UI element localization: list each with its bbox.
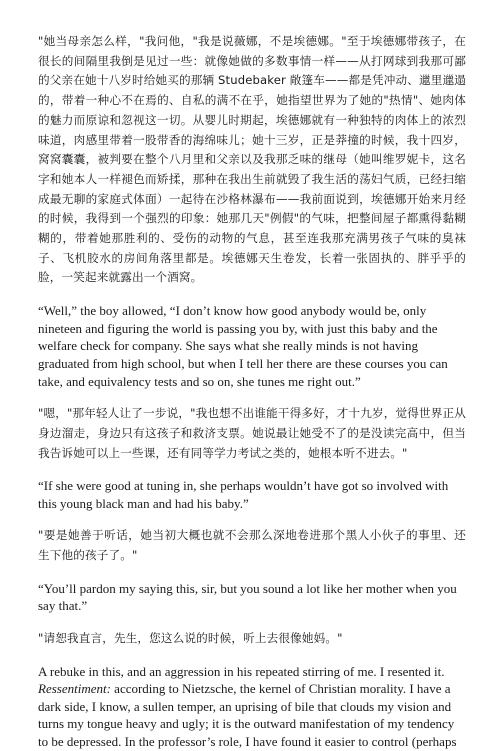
paragraph-zh-1: "她当母亲怎么样，"我问他，"我是说薇娜，不是埃德娜。"至于埃德娜带孩子，在很长的间隔里我倒是见过一些：就像她做的多数事情一样——从打网球到我那可鄙的父亲在她十八岁时给她买的那辆 Studebaker 敞篷车——都是凭冲动、邋里邋遢的，带着一种心不在焉的、自私的满不在乎，她指望世界为了她的"热情"、她肉体的魅力而原谅和忽视这一切。从婴儿时期起，埃德娜就有一种独特的肉体上的浓烈味道，肉感里带着一股带香的海绵味儿；她十三岁，正是莽撞的时候，我十四岁，窝窝囊囊，被判要在整个八月里和父亲以及我那乏味的继母（她叫维罗妮卡，这名字和她本人一样褪色而矫揉，那种在我出生前就毁了我生活的荡妇气质，已经扫缩成最无聊的家庭式体面）一起待在沙格林瀑布——我前面说到，埃德娜开始来月经的时候，我得到一个强烈的印象：她那几天"例假"的气味，把整间屋子都熏得黏糊糊的，带着她那胜利的、受伤的动物的气息，甚至连我那充满男孩子气味的臭袜子、飞机胶水的房间角落里都是。埃德娜天生卷发，长着一张固执的、胖乎乎的脸，一笑起来就露出一个酒窝。: [38, 34, 466, 285]
paragraph-en-2: “If she were good at tuning in, she perhaps wouldn’t have got so involved with this young black man and had his baby.”: [38, 478, 449, 511]
document-page: [38, 32, 466, 751]
paragraph-en-4: [38, 663, 466, 751]
paragraph-en-4-start: A rebuke in this, and an aggression in his repeated stirring of me. I resented it.: [38, 663, 445, 679]
paragraph-en-4-italic-term: Ressentiment:: [38, 681, 111, 697]
paragraph-en-3: “You’ll pardon my saying this, sir, but you sound a lot like her mother when you say that.”: [38, 580, 457, 614]
paragraph-zh-3: "要是她善于听话，她当初大概也就不会那么深地卷进那个黑人小伙子的事里、还生下他的孩子了。": [38, 528, 466, 563]
paragraph-en-4-end: according to Nietzsche, the kernel of Christian morality. I have a dark side, I know, a sullen temper, an uprising of bile that clouds my vision and turns my tongue heavy and ugly; it is the outward manifestation of my tendency to be depressed. In the professor’s role, I have found it easier to control (perhaps: [38, 681, 457, 750]
paragraph-zh-2: "嗯，"那年轻人让了一步说，"我也想不出谁能干得多好，才十九岁，觉得世界正从身边溜走，身边只有这孩子和救济支票。她说最让她受不了的是没读完高中，但当我告诉她可以上一些课，还有同等学力考试之类的，她根本听不进去。": [38, 406, 466, 460]
paragraph-en-1: “Well,” the boy allowed, “I don’t know how good anybody would be, only nineteen and figuring the world is passing you by, with just this baby and the welfare check for company. She says what she really minds is not having graduated from high school, but when I tell her there are these courses you can take, and equivalency tests and so on, she tunes me right out.”: [38, 303, 448, 389]
paragraph-zh-4: "请恕我直言，先生，您这么说的时候，听上去很像她妈。": [38, 631, 343, 645]
